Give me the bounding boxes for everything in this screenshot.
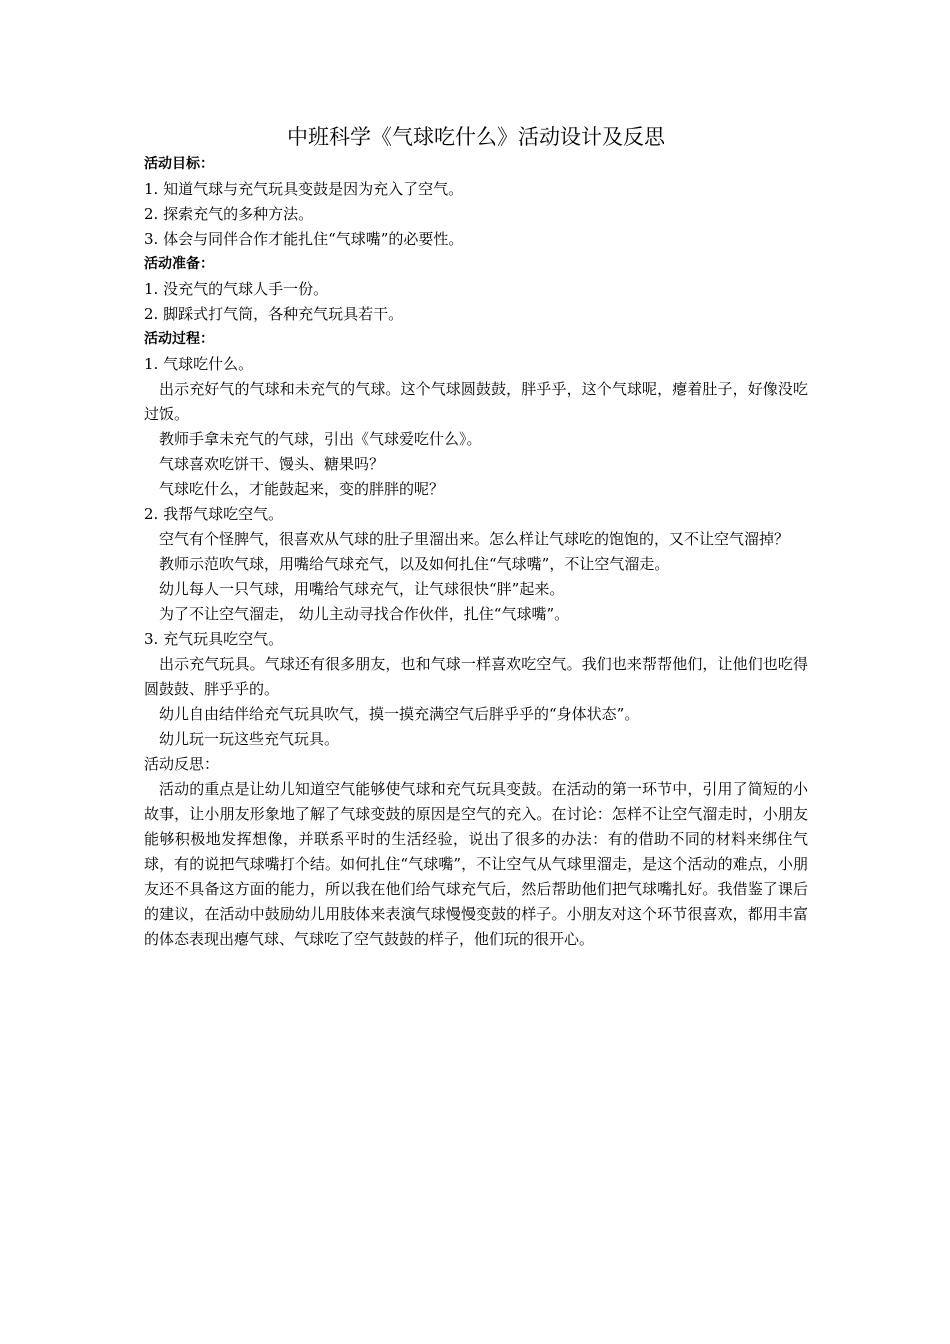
- prep-heading: 活动准备：: [144, 256, 214, 272]
- goal-item: 2. 探索充气的多种方法。: [144, 205, 314, 223]
- step-paragraph: 幼儿每人一只气球，用嘴给气球充气，让气球很快“胖”起来。: [159, 580, 565, 598]
- prep-item: 2. 脚踩式打气筒，各种充气玩具若干。: [144, 305, 404, 323]
- step-paragraph: 幼儿玩一玩这些充气玩具。: [159, 730, 340, 748]
- process-heading: 活动过程：: [144, 331, 214, 347]
- step-paragraph: 气球喜欢吃饼干、馒头、糖果吗？: [159, 455, 385, 473]
- document-page: [144, 122, 808, 952]
- step-paragraph: 为了不让空气溜走， 幼儿主动寻找合作伙伴，扎住“气球嘴”。: [159, 605, 570, 623]
- goals-heading: 活动目标：: [144, 156, 214, 172]
- step-paragraph: 出示充好气的气球和未充气的气球。这个气球圆鼓鼓，胖乎乎，这个气球呢，瘪着肚子，好像没吃过饭。: [144, 380, 808, 423]
- goal-item: 3. 体会与同伴合作才能扎住“气球嘴”的必要性。: [144, 230, 464, 248]
- reflection-paragraph: 活动的重点是让幼儿知道空气能够使气球和充气玩具变鼓。在活动的第一环节中，引用了简短的小故事，让小朋友形象地了解了气球变鼓的原因是空气的充入。在讨论：怎样不让空气溜走时，小朋友能够积极地发挥想像，并联系平时的生活经验，说出了很多的办法：有的借助不同的材料来绑住气球，有的说把气球嘴打个结。如何扎住“气球嘴”，不让空气从气球里溜走，是这个活动的难点，小朋友还不具备这方面的能力，所以我在他们给气球充气后，然后帮助他们把气球嘴扎好。我借鉴了课后的建议，在活动中鼓励幼儿用肢体来表演气球慢慢变鼓的样子。小朋友对这个环节很喜欢，都用丰富的体态表现出瘪气球、气球吃了空气鼓鼓的样子，他们玩的很开心。: [144, 780, 808, 948]
- step-paragraph: 出示充气玩具。气球还有很多朋友，也和气球一样喜欢吃空气。我们也来帮帮他们，让他们也吃得圆鼓鼓、胖乎乎的。: [144, 655, 808, 698]
- reflection-heading: 活动反思：: [144, 755, 220, 773]
- goal-item: 1. 知道气球与充气玩具变鼓是因为充入了空气。: [144, 180, 464, 198]
- step-title: 3. 充气玩具吃空气。: [144, 630, 284, 648]
- step-title: 2. 我帮气球吃空气。: [144, 505, 284, 523]
- step-paragraph: 气球吃什么，才能鼓起来，变的胖胖的呢？: [159, 480, 445, 498]
- document-title: 中班科学《气球吃什么》活动设计及反思: [287, 125, 665, 149]
- step-title: 1. 气球吃什么。: [144, 355, 254, 373]
- step-paragraph: 教师手拿未充气的气球，引出《气球爱吃什么》。: [159, 430, 482, 448]
- step-paragraph: 幼儿自由结伴给充气玩具吹气，摸一摸充满空气后胖乎乎的“身体状态”。: [159, 705, 640, 723]
- prep-item: 1. 没充气的气球人手一份。: [144, 280, 329, 298]
- step-paragraph: 空气有个怪脾气，很喜欢从气球的肚子里溜出来。怎么样让气球吃的饱饱的，又不让空气溜掉？: [159, 530, 790, 548]
- step-paragraph: 教师示范吹气球，用嘴给气球充气，以及如何扎住“气球嘴”，不让空气溜走。: [159, 555, 670, 573]
